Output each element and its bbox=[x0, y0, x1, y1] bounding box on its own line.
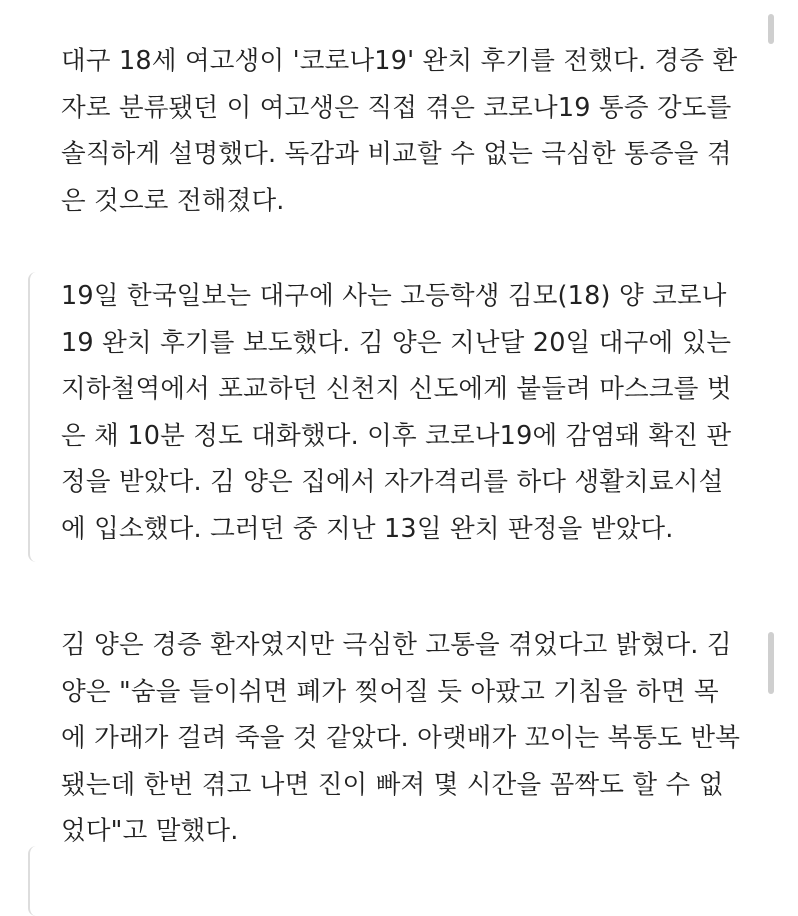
text-line: 정을 받았다. 김 양은 집에서 자가격리를 하다 생활치료시설 bbox=[61, 467, 724, 497]
text-line: 었다"고 말했다. bbox=[61, 816, 239, 846]
text-line: 양은 "숨을 들이쉬면 폐가 찢어질 듯 아팠고 기침을 하면 목 bbox=[61, 676, 719, 707]
scrollbar-thumb-top[interactable] bbox=[768, 14, 774, 44]
text-line: 19 완치 후기를 보도했다. 김 양은 지난달 20일 대구에 있는 bbox=[61, 327, 732, 358]
text-line: 은 채 10분 정도 대화했다. 이후 코로나19에 감염돼 확진 판 bbox=[61, 420, 732, 451]
text-line: 지하철역에서 포교하던 신천지 신도에게 붙들려 마스크를 벗 bbox=[61, 374, 732, 404]
paragraph-edge-bracket bbox=[28, 272, 38, 562]
text-line: 대구 18세 여고생이 '코로나19' 완치 후기를 전했다. 경증 환 bbox=[61, 46, 738, 76]
article-paragraph bbox=[61, 273, 761, 552]
article-paragraph bbox=[61, 622, 761, 855]
article-paragraph bbox=[61, 38, 761, 224]
text-line: 에 입소했다. 그러던 중 지난 13일 완치 판정을 받았다. bbox=[61, 513, 674, 544]
text-line: 솔직하게 설명했다. 독감과 비교할 수 없는 극심한 통증을 겪 bbox=[61, 139, 732, 169]
text-line: 에 가래가 걸려 죽을 것 같았다. 아랫배가 꼬이는 복통도 반복 bbox=[61, 723, 741, 753]
paragraph-edge-bracket bbox=[28, 846, 38, 916]
text-line: 김 양은 경증 환자였지만 극심한 고통을 겪었다고 밝혔다. 김 bbox=[61, 630, 732, 660]
text-line: 19일 한국일보는 대구에 사는 고등학생 김모(18) 양 코로나 bbox=[61, 281, 727, 311]
scrollbar-thumb[interactable] bbox=[768, 632, 774, 694]
article-body bbox=[61, 38, 761, 855]
text-line: 자로 분류됐던 이 여고생은 직접 겪은 코로나19 통증 강도를 bbox=[61, 92, 732, 123]
text-line: 됐는데 한번 겪고 나면 진이 빠져 몇 시간을 꼼짝도 할 수 없 bbox=[61, 769, 724, 800]
text-line: 은 것으로 전해졌다. bbox=[61, 185, 285, 216]
